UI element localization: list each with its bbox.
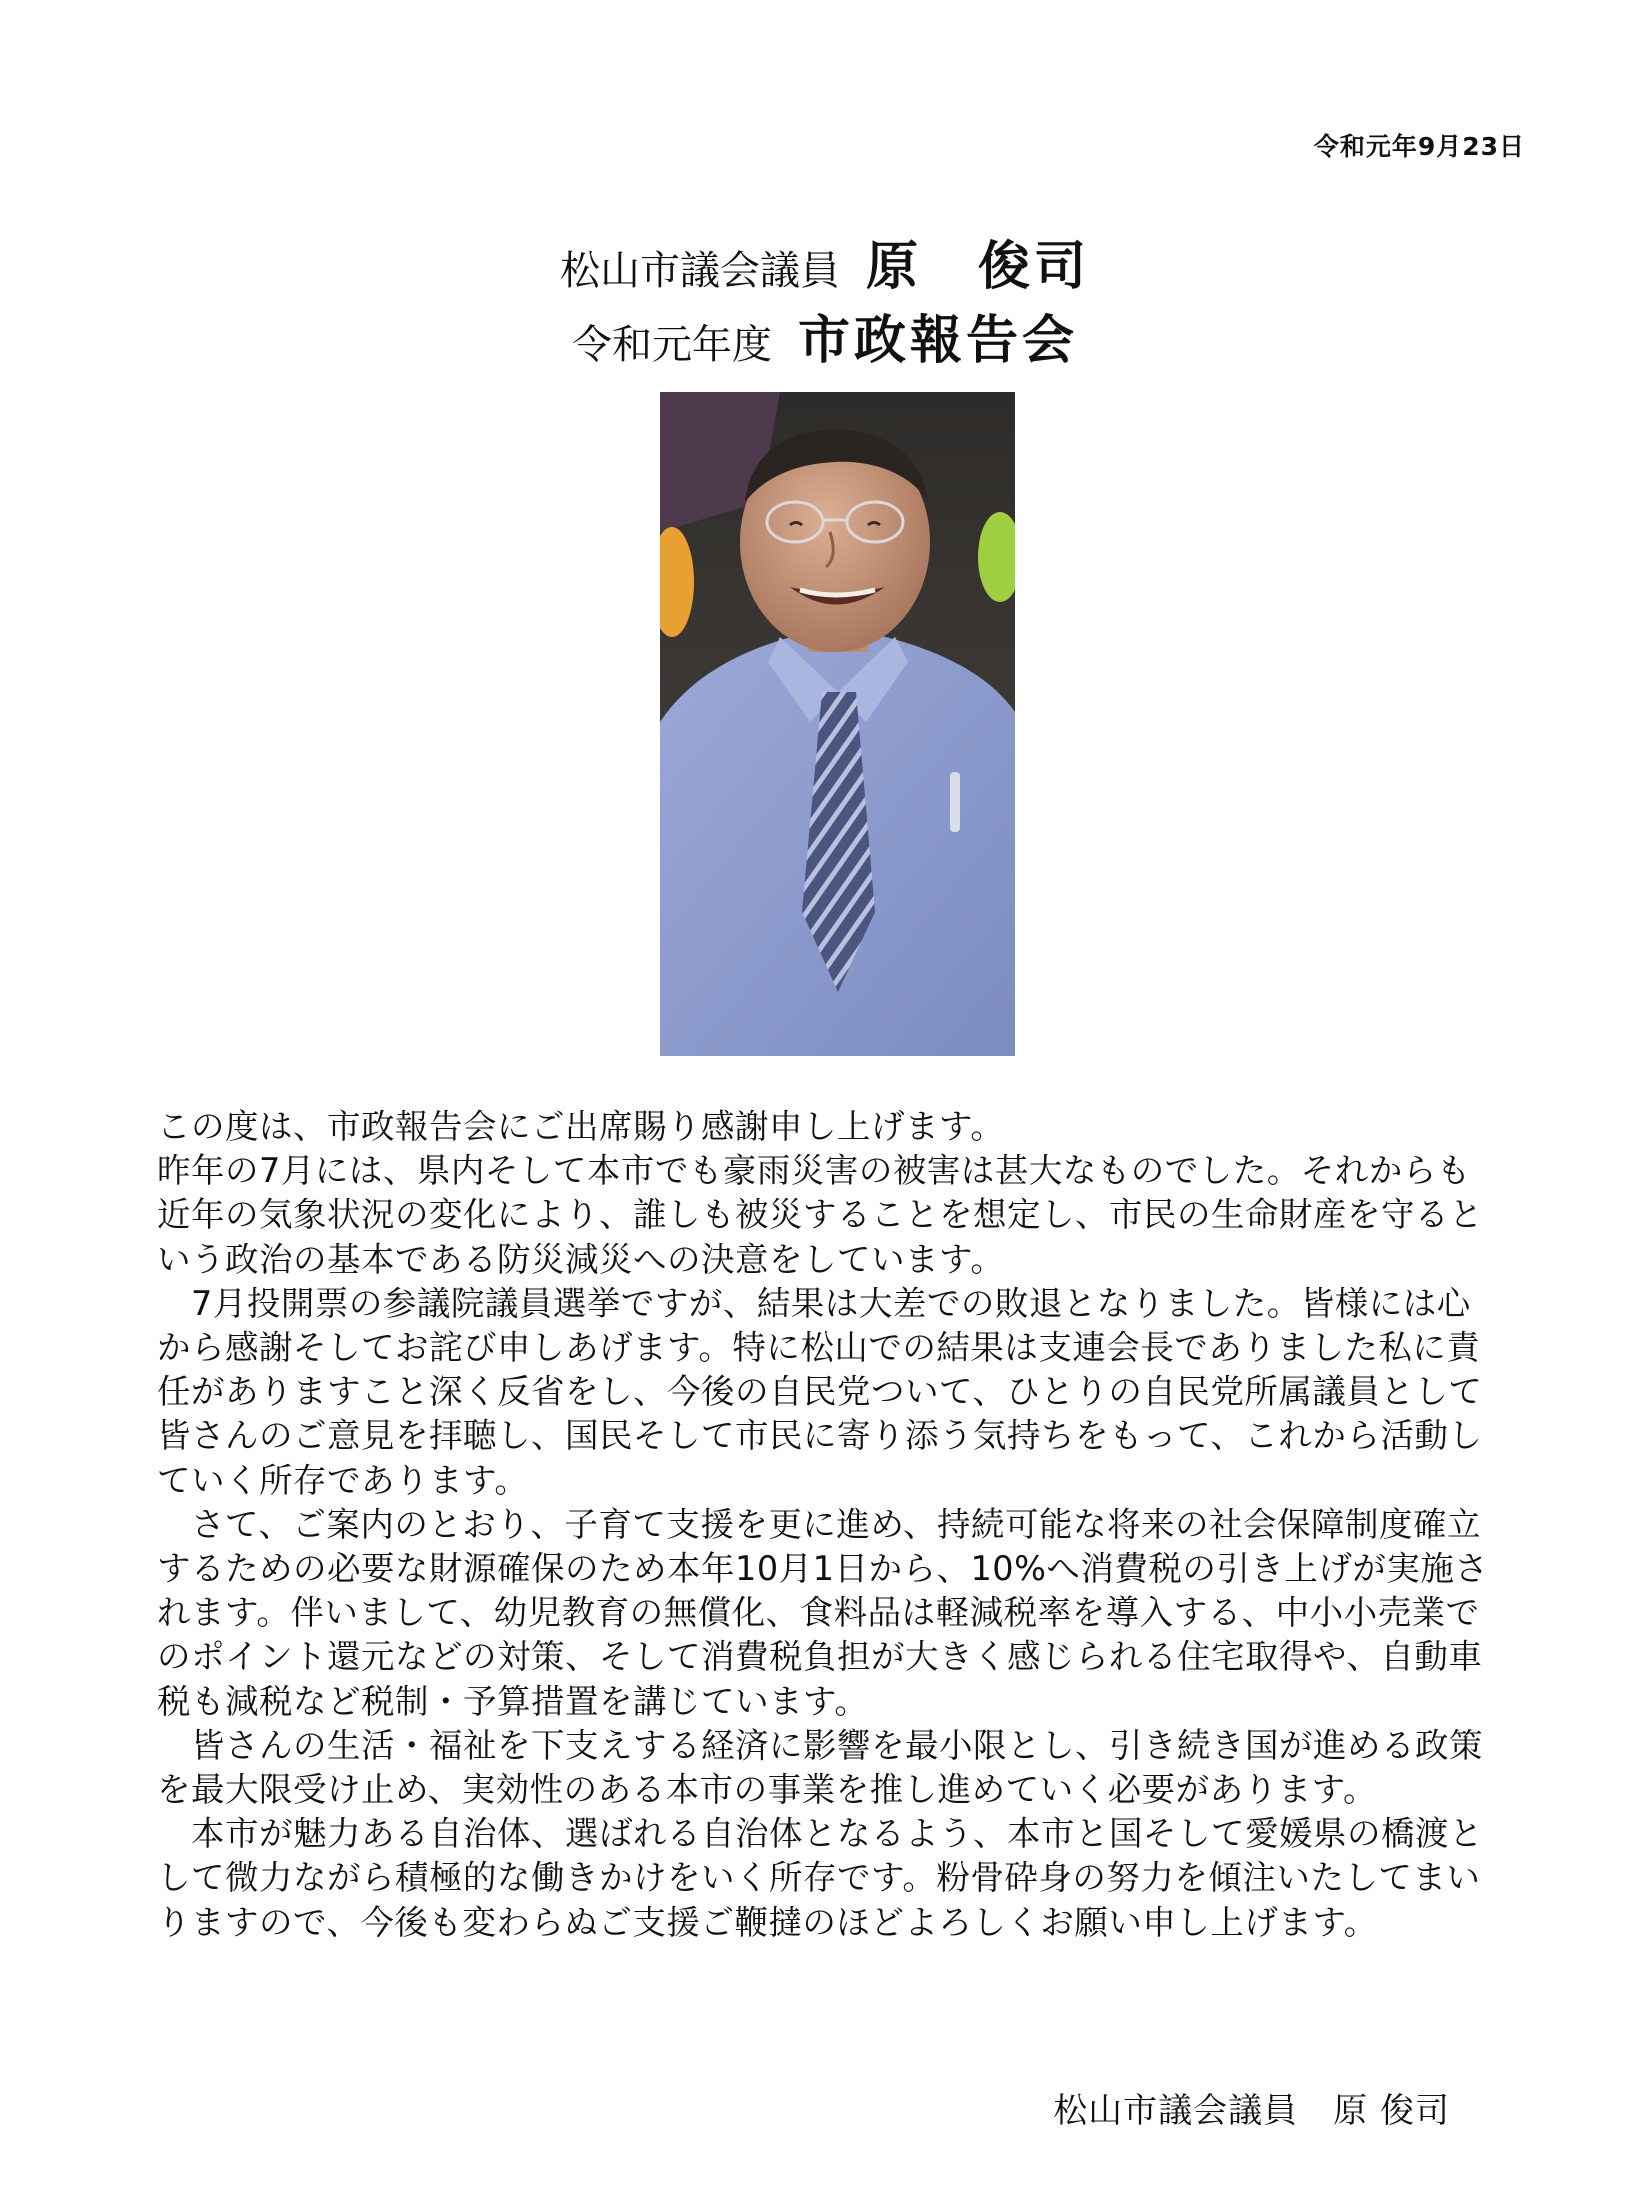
portrait-illustration <box>660 392 1015 1056</box>
document-date: 令和元年9月23日 <box>1313 132 1525 161</box>
report-body <box>157 1105 1497 1945</box>
paragraph: 7月投開票の参議院議員選挙ですが、結果は大差での敗退となりました。皆様には心から感謝そしてお詫び申しあげます。特に松山での結果は支連会長でありました私に責任がありますこと深く反省をし、今後の自民党ついて、ひとりの自民党所属議員として皆さんのご意見を拝聴し、国民そして市民に寄り添う気持ちをもって、これから活動していく所存であります。 <box>157 1283 1483 1500</box>
portrait-photo <box>660 392 1015 1056</box>
title-year: 令和元年度 <box>571 322 772 368</box>
title-line-2 <box>0 306 1650 380</box>
title-name: 原 俊司 <box>865 237 1090 297</box>
paragraph: さて、ご案内のとおり、子育て支援を更に進め、持続可能な将来の社会保障制度確立するための必要な財源確保のため本年10月1日から、10%へ消費税の引き上げが実施されます。伴いまして、幼児教育の無償化、食料品は軽減税率を導入する、中小小売業でのポイント還元などの対策、そして消費税負担が大きく感じられる住宅取得や、自動車税も減税など税制・予算措置を講じています。 <box>157 1504 1489 1721</box>
title-block <box>0 232 1650 380</box>
paragraph: 皆さんの生活・福祉を下支えする経済に影響を最小限とし、引き続き国が進める政策を最大限受け止め、実効性のある本市の事業を推し進めていく必要があります。 <box>157 1725 1483 1810</box>
signature: 松山市議会議員 原 俊司 <box>1053 2091 1450 2131</box>
title-line-1 <box>0 232 1650 306</box>
title-event: 市政報告会 <box>797 311 1078 371</box>
pocket-pen <box>950 772 960 832</box>
paragraph: 本市が魅力ある自治体、選ばれる自治体となるよう、本市と国そして愛媛県の橋渡として微力ながら積極的な働きかけをいく所存です。粉骨砕身の努力を傾注いたしてまいりますので、今後も変わらぬご支援ご鞭撻のほどよろしくお願い申し上げます。 <box>157 1814 1483 1942</box>
title-role: 松山市議会議員 <box>559 248 840 294</box>
paragraph: 昨年の7月には、県内そして本市でも豪雨災害の被害は甚大なものでした。それからも近年の気象状況の変化により、誰しも被災することを想定し、市民の生命財産を守るという政治の基本である防災減災への決意をしています。 <box>157 1151 1483 1279</box>
paragraph: この度は、市政報告会にご出席賜り感謝申し上げます。 <box>157 1107 1005 1146</box>
